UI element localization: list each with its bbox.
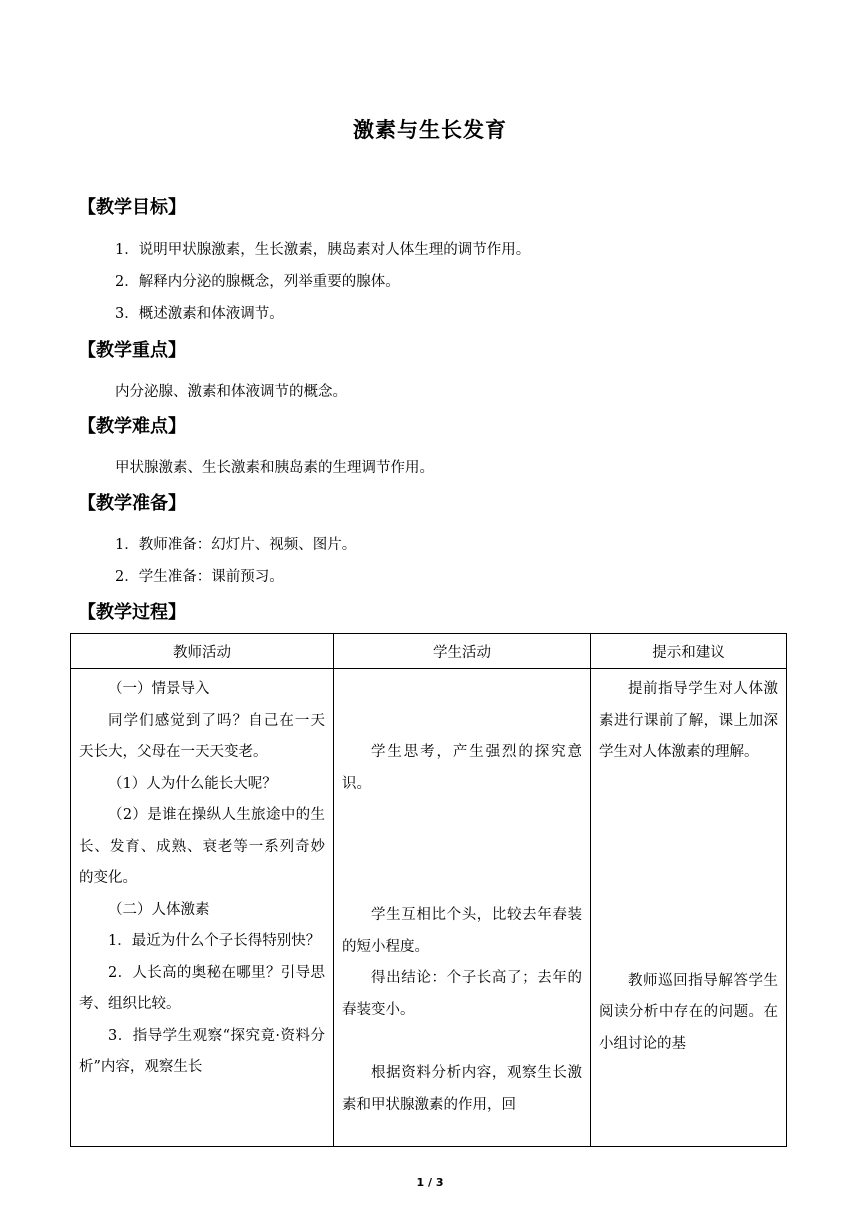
tips-paragraph: 教师巡回指导解答学生阅读分析中存在的问题。在小组讨论的基 xyxy=(599,972,778,1052)
teaching-process-table xyxy=(70,633,787,1147)
student-paragraph: 学生互相比个头，比较去年春装的短小程度。 xyxy=(342,907,582,955)
student-activity-cell xyxy=(334,669,591,1147)
column-header-student: 学生活动 xyxy=(334,634,591,669)
teacher-paragraph: 3．指导学生观察“探究竟·资料分析”内容，观察生长 xyxy=(79,1027,325,1075)
teacher-paragraph: 1．最近为什么个子长得特别快？ xyxy=(108,933,321,949)
objective-item: 2．解释内分泌的腺概念，列举重要的腺体。 xyxy=(115,274,400,290)
process-heading: 【教学过程】 xyxy=(78,602,186,623)
teacher-paragraph: （一）情景导入 xyxy=(108,681,210,697)
table-header-row xyxy=(71,634,787,669)
teacher-paragraph: （二）人体激素 xyxy=(108,901,210,918)
column-header-tips: 提示和建议 xyxy=(591,634,787,669)
key-points-text: 内分泌腺、激素和体液调节的概念。 xyxy=(115,384,347,400)
key-points-heading: 【教学重点】 xyxy=(78,340,186,361)
preparation-item: 2．学生准备：课前预习。 xyxy=(115,569,284,585)
tips-cell xyxy=(591,669,787,1147)
teacher-paragraph: （1）人为什么能长大呢？ xyxy=(108,775,277,792)
teacher-paragraph: 同学们感觉到了吗？自己在一天天长大，父母在一天天变老。 xyxy=(79,712,325,760)
page-title: 激素与生长发育 xyxy=(353,118,507,142)
student-paragraph: 学生思考，产生强烈的探究意识。 xyxy=(342,744,582,792)
table-row xyxy=(71,669,787,1147)
difficulties-heading: 【教学难点】 xyxy=(78,416,186,437)
tips-paragraph: 提前指导学生对人体激素进行课前了解，课上加深学生对人体激素的理解。 xyxy=(599,681,778,760)
objective-item: 3．概述激素和体液调节。 xyxy=(115,306,284,322)
preparation-heading: 【教学准备】 xyxy=(78,493,186,514)
column-header-teacher: 教师活动 xyxy=(71,634,334,669)
page-number: 1 / 3 xyxy=(416,1176,444,1189)
objectives-heading: 【教学目标】 xyxy=(78,197,186,218)
objective-item: 1．说明甲状腺激素，生长激素，胰岛素对人体生理的调节作用。 xyxy=(115,242,531,258)
student-paragraph: 根据资料分析内容，观察生长激素和甲状腺激素的作用，回 xyxy=(342,1065,582,1113)
teacher-paragraph: （2）是谁在操纵人生旅途中的生长、发育、成熟、衰老等一系列奇妙的变化。 xyxy=(79,807,325,886)
student-paragraph: 得出结论：个子长高了；去年的春装变小。 xyxy=(342,970,582,1018)
difficulties-text: 甲状腺激素、生长激素和胰岛素的生理调节作用。 xyxy=(115,460,434,476)
preparation-item: 1．教师准备：幻灯片、视频、图片。 xyxy=(115,537,357,553)
teacher-paragraph: 2．人长高的奥秘在哪里？引导思考、组织比较。 xyxy=(79,964,325,1012)
teacher-activity-cell xyxy=(71,669,334,1147)
